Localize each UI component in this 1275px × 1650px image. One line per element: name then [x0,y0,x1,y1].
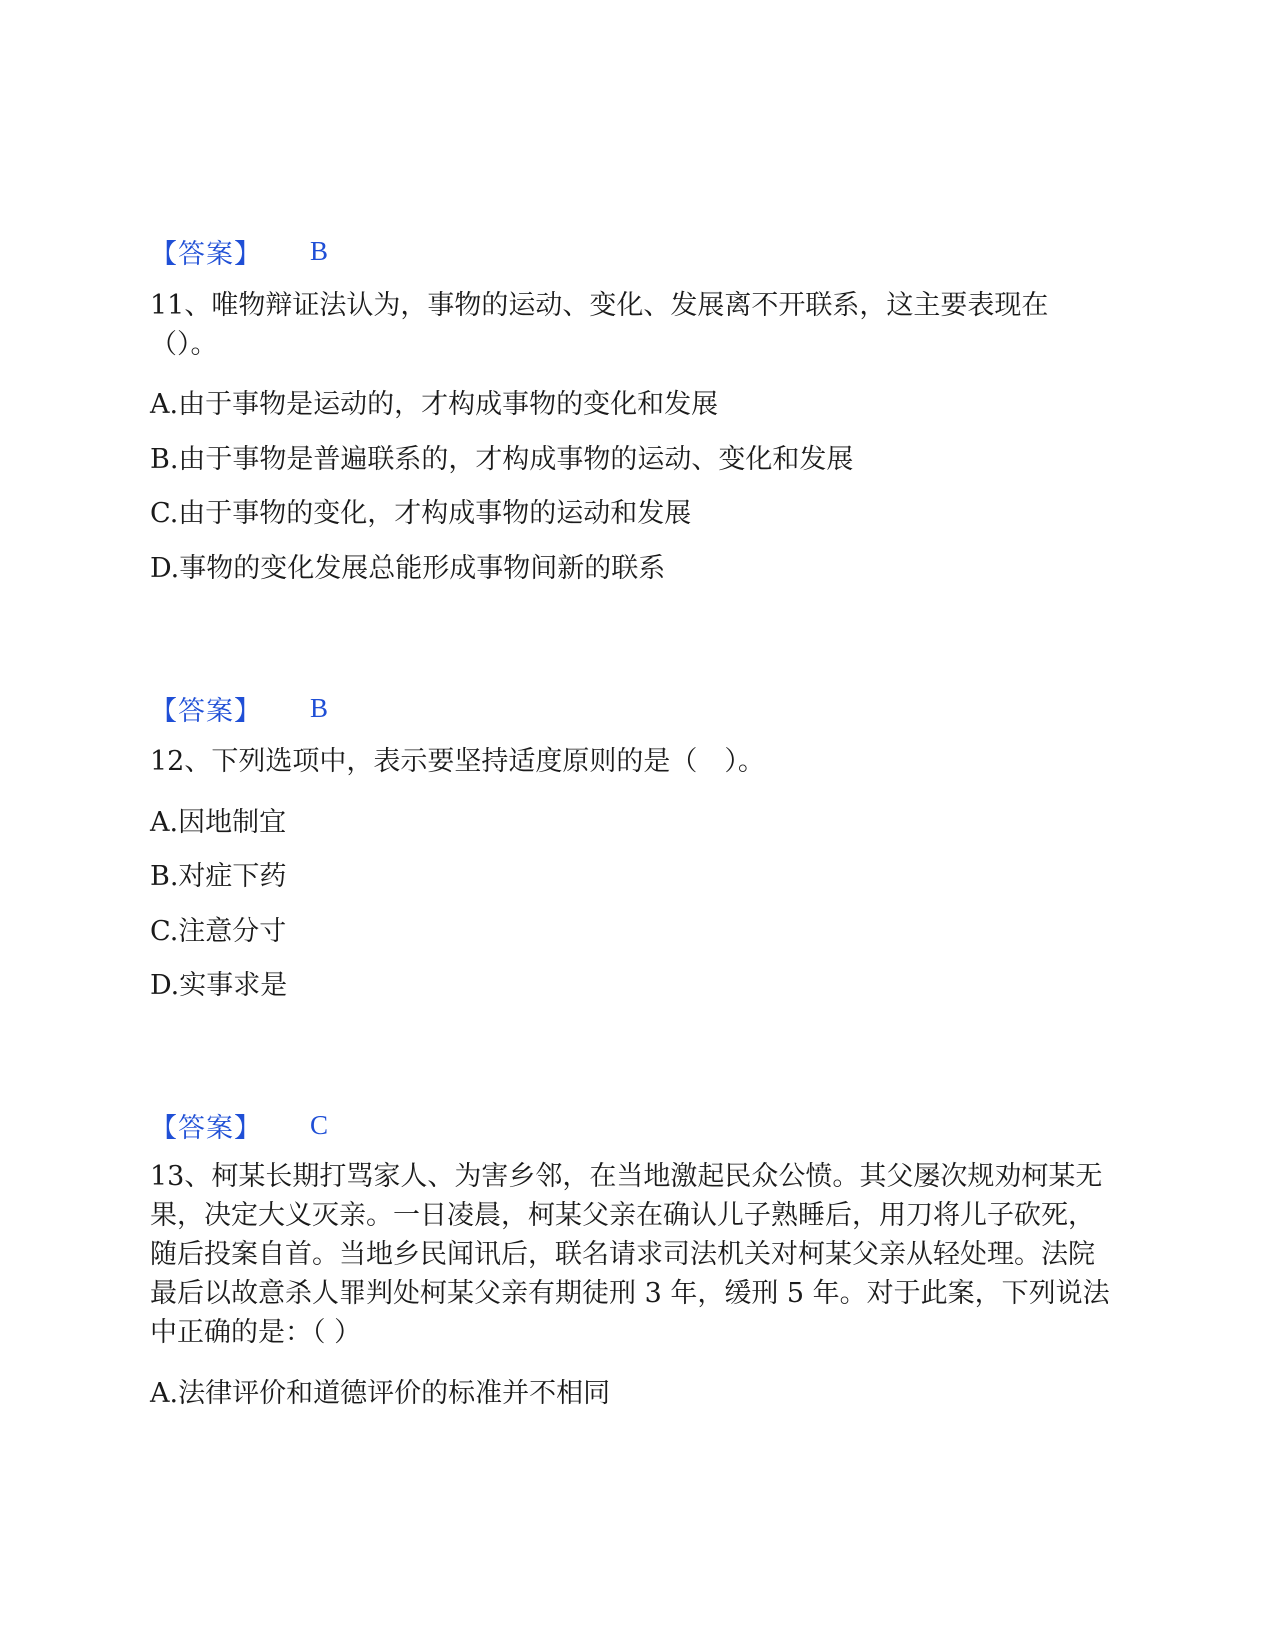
option-a: A.由于事物是运动的，才构成事物的变化和发展 [150,389,719,420]
option-b: B.对症下药 [150,861,287,892]
answer-line [150,232,328,271]
question-13: 13、柯某长期打骂家人、为害乡邻，在当地激起民众公愤。其父屡次规劝柯某无果，决定大义灭亲。一日凌晨，柯某父亲在确认儿子熟睡后，用刀将儿子砍死，随后投案自首。当地乡民闻讯后，联名请求司法机关对柯某父亲从轻处理。法院最后以故意杀人罪判处柯某父亲有期徒刑 3 年，缓刑 5 年。对于此案，下列说法中正确的是：（ ） [150,1161,1110,1348]
answer-label: 【答案】 [150,239,262,270]
answer-line [150,689,328,728]
option-d: D.事物的变化发展总能形成事物间新的联系 [150,553,666,584]
option-b: B.由于事物是普遍联系的，才构成事物的运动、变化和发展 [150,444,854,475]
question-11: 11、唯物辩证法认为，事物的运动、变化、发展离不开联系，这主要表现在（）。 [150,290,1049,360]
answer-line [150,1106,328,1145]
option-c: C.由于事物的变化，才构成事物的运动和发展 [150,498,692,529]
answer-value: B [310,693,329,723]
option-a: A.法律评价和道德评价的标准并不相同 [150,1378,611,1409]
answer-value: C [310,1110,329,1140]
answer-value: B [310,236,329,266]
answer-label: 【答案】 [150,696,262,727]
option-d: D.实事求是 [150,970,288,1001]
question-12: 12、下列选项中，表示要坚持适度原则的是（ ）。 [150,746,765,777]
option-c: C.注意分寸 [150,916,287,947]
option-a: A.因地制宜 [150,807,287,838]
answer-label: 【答案】 [150,1113,262,1144]
